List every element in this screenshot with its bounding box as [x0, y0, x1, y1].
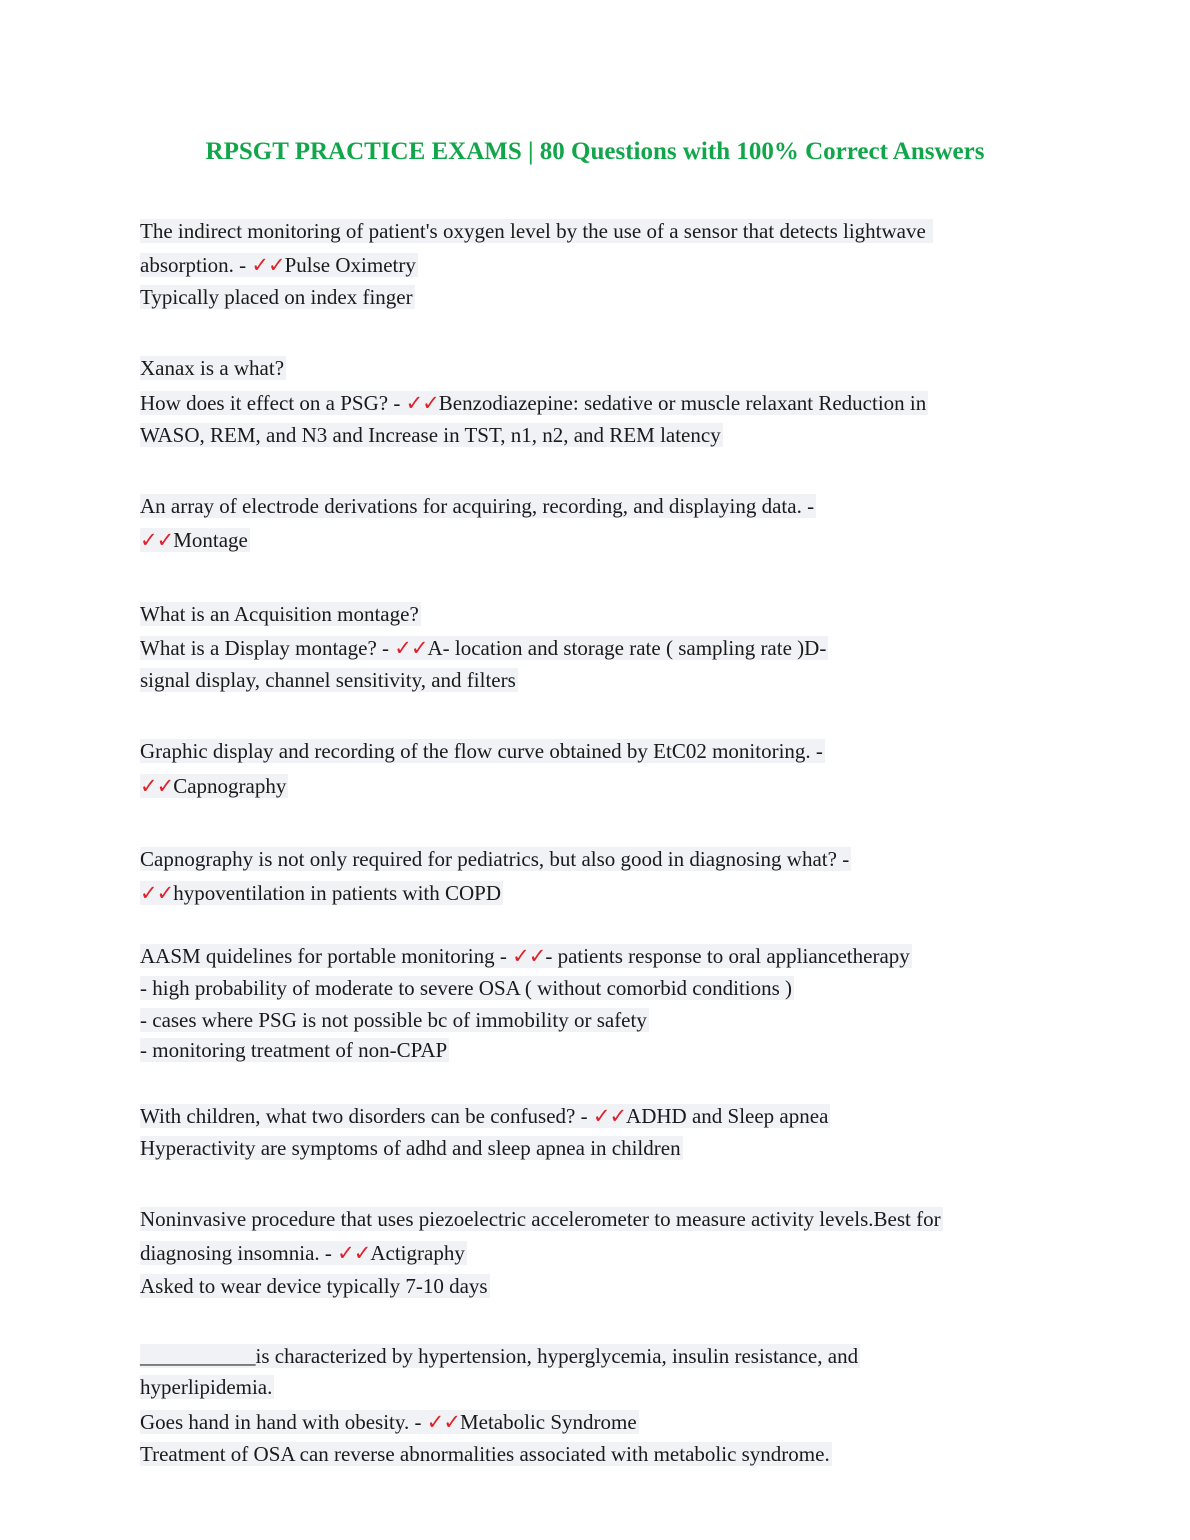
text-line: ___________is characterized by hypertension, hyperglycemia, insulin resistance, and — [140, 1344, 859, 1368]
text-line: signal display, channel sensitivity, and filters — [140, 668, 516, 692]
text-line: Hyperactivity are symptoms of adhd and sleep apnea in children — [140, 1136, 681, 1160]
check-mark-icon: ✓✓ — [140, 528, 174, 552]
check-mark-icon: ✓✓ — [140, 774, 174, 798]
text-line: Noninvasive procedure that uses piezoelectric accelerometer to measure activity levels.Best for — [140, 1207, 941, 1231]
text-line: WASO, REM, and N3 and Increase in TST, n1, n2, and REM latency — [140, 423, 721, 447]
text-line: Graphic display and recording of the flow curve obtained by EtC02 monitoring. - — [140, 739, 823, 763]
text-line: ✓✓hypoventilation in patients with COPD — [140, 881, 502, 905]
text-line: With children, what two disorders can be confused? - ✓✓ADHD and Sleep apnea — [140, 1104, 829, 1128]
check-mark-icon: ✓✓ — [394, 636, 428, 660]
text-line: What is a Display montage? - ✓✓A- location and storage rate ( sampling rate )D- — [140, 636, 827, 660]
text-line: The indirect monitoring of patient's oxygen level by the use of a sensor that detects lightwave — [140, 219, 932, 243]
check-mark-icon: ✓✓ — [512, 944, 546, 968]
text-line: How does it effect on a PSG? - ✓✓Benzodiazepine: sedative or muscle relaxant Reduction in — [140, 391, 927, 415]
check-mark-icon: ✓✓ — [140, 881, 174, 905]
text-line: hyperlipidemia. — [140, 1375, 273, 1399]
text-line: An array of electrode derivations for acquiring, recording, and displaying data. - — [140, 494, 815, 518]
text-line: AASM quidelines for portable monitoring - ✓✓- patients response to oral appliancetherapy — [140, 944, 910, 968]
text-line: diagnosing insomnia. - ✓✓Actigraphy — [140, 1241, 465, 1265]
text-line: - monitoring treatment of non-CPAP — [140, 1038, 448, 1062]
page-title: RPSGT PRACTICE EXAMS | 80 Questions with 100% Correct Answers — [205, 138, 985, 165]
text-line: - cases where PSG is not possible bc of immobility or safety — [140, 1008, 647, 1032]
text-line: Capnography is not only required for pediatrics, but also good in diagnosing what? - — [140, 847, 850, 871]
text-line: Treatment of OSA can reverse abnormalities associated with metabolic syndrome. — [140, 1442, 830, 1466]
text-line: ✓✓Montage — [140, 528, 248, 552]
text-line: Goes hand in hand with obesity. - ✓✓Metabolic Syndrome — [140, 1410, 637, 1434]
text-line: - high probability of moderate to severe OSA ( without comorbid conditions ) — [140, 976, 793, 1000]
text-line: absorption. - ✓✓Pulse Oximetry — [140, 253, 416, 277]
text-line: Asked to wear device typically 7-10 days — [140, 1274, 488, 1298]
check-mark-icon: ✓✓ — [251, 253, 285, 277]
text-line: Typically placed on index finger — [140, 285, 413, 309]
check-mark-icon: ✓✓ — [405, 391, 439, 415]
check-mark-icon: ✓✓ — [337, 1241, 371, 1265]
text-line: Xanax is a what? — [140, 356, 285, 380]
check-mark-icon: ✓✓ — [426, 1410, 460, 1434]
check-mark-icon: ✓✓ — [592, 1104, 627, 1128]
text-line: ✓✓Capnography — [140, 774, 287, 798]
text-line: What is an Acquisition montage? — [140, 602, 419, 626]
